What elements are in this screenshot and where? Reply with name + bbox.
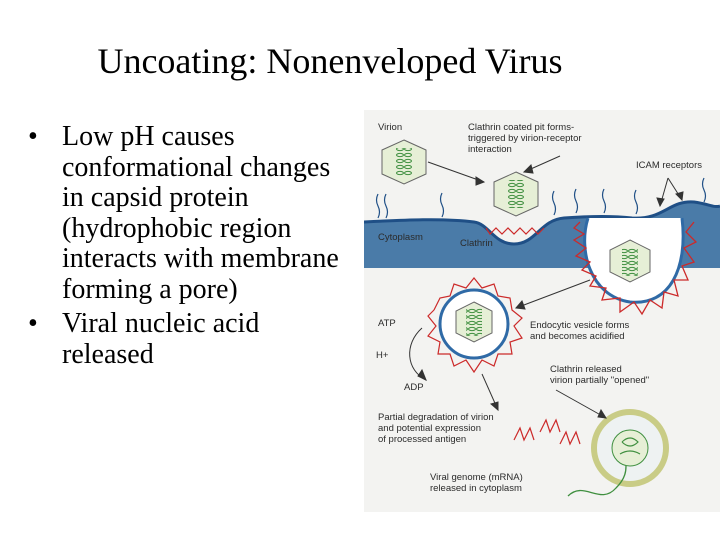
label-viral-genome: Viral genome (mRNA) [430, 472, 523, 483]
label-clathrin-pit: triggered by virion-receptor [468, 133, 582, 144]
label-clathrin-released: virion partially "opened" [550, 375, 650, 386]
uncoating-diagram-svg [364, 110, 720, 512]
label-cytoplasm: Cytoplasm [378, 232, 423, 243]
virion-genome-icon [508, 180, 524, 208]
label-partial-degradation: and potential expression [378, 423, 481, 434]
bullet-marker: • [28, 308, 38, 339]
label-partial-degradation: of processed antigen [378, 434, 467, 445]
label-adp: ADP [404, 382, 424, 393]
label-viral-genome: released in cytoplasm [430, 483, 522, 494]
label-endocytic: Endocytic vesicle forms [530, 320, 630, 331]
slide-title: Uncoating: Nonenveloped Virus [97, 41, 563, 81]
bullet-marker: • [28, 121, 38, 152]
label-virion: Virion [378, 122, 403, 133]
virion-genome-icon [396, 148, 412, 176]
label-clathrin-pit: Clathrin coated pit forms- [468, 122, 575, 133]
label-icam: ICAM receptors [636, 160, 702, 171]
bullet-item [24, 309, 354, 370]
virion-genome-icon [466, 308, 482, 336]
label-clathrin: Clathrin [460, 238, 493, 249]
bullet-text: Viral nucleic acid released [62, 308, 260, 370]
bullet-item [24, 122, 354, 305]
uncoating-diagram [364, 110, 720, 512]
label-clathrin-released: Clathrin released [550, 364, 622, 375]
label-atp: ATP [378, 318, 396, 329]
label-endocytic: and becomes acidified [530, 331, 625, 342]
label-partial-degradation: Partial degradation of virion [378, 412, 494, 423]
label-clathrin-pit: interaction [468, 144, 512, 155]
virion-genome-icon [622, 248, 638, 276]
bullet-list [24, 122, 354, 374]
viral-genome-core [612, 430, 648, 466]
label-h-plus: H+ [376, 350, 389, 361]
bullet-text: Low pH causes conformational changes in capsid protein (hydrophobic region interacts with membrane forming a pore) [62, 121, 339, 305]
